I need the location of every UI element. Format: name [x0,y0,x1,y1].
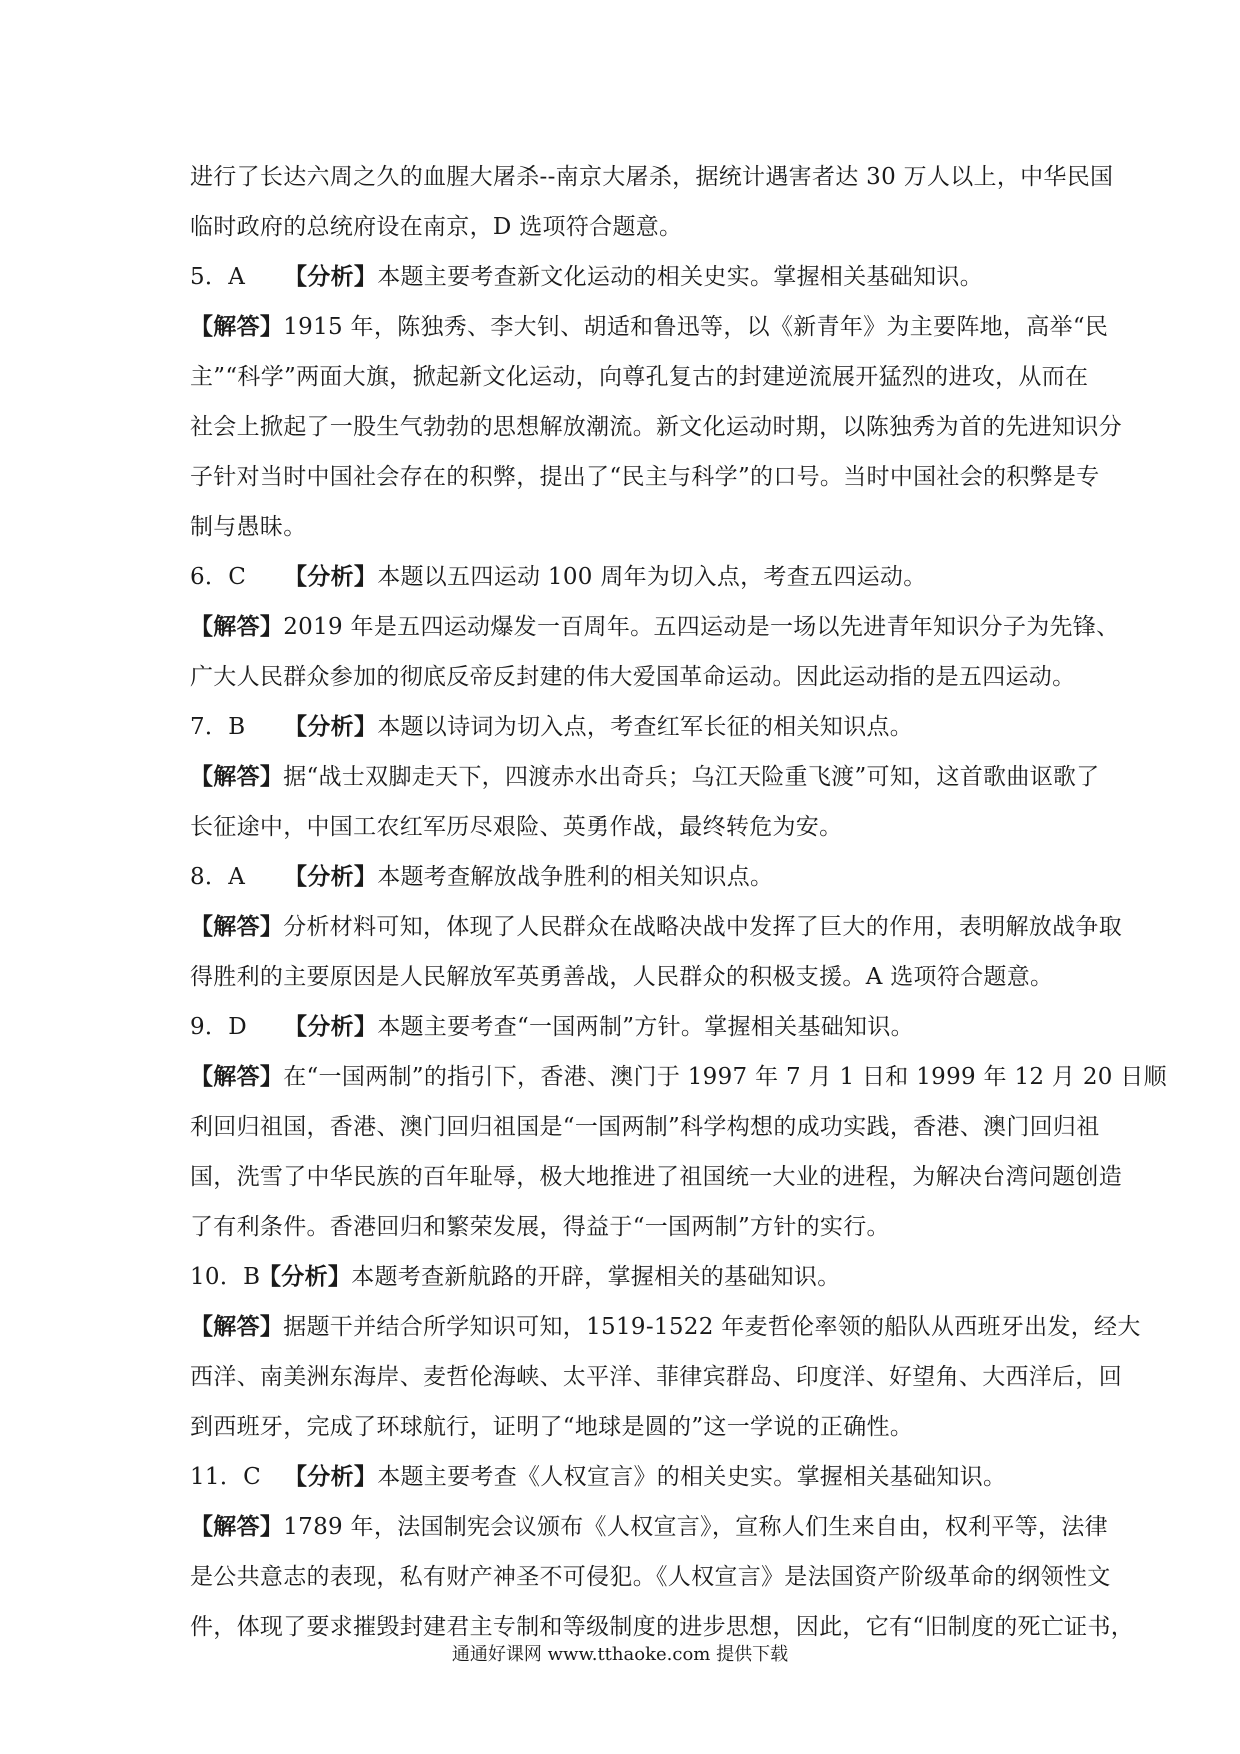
answer-line: 长征途中，中国工农红军历尽艰险、英勇作战，最终转危为安。 [190,814,843,840]
question-number: 9．D [190,1014,247,1040]
answer-line [190,752,1100,802]
answer-text: 2019 年是五四运动爆发一百周年。五四运动是一场以先进青年知识分子为先锋、 [283,614,1120,640]
answer-line: 制与愚昧。 [190,514,307,540]
question-number: 10．B [190,1264,261,1290]
answer-line [190,602,1120,652]
answer-tag: 【解答】 [190,1513,284,1540]
answer-line: 了有利条件。香港回归和繁荣发展，得益于“一国两制”方针的实行。 [190,1214,890,1240]
answer-text: 在“一国两制”的指引下，香港、澳门于 1997 年 7 月 1 日和 1999 年 12 月 20 日顺 [283,1064,1167,1090]
question-header [190,252,1060,302]
answer-line: 子针对当时中国社会存在的积弊，提出了“民主与科学”的口号。当时中国社会的积弊是专 [190,464,1100,490]
analysis-text: 本题主要考查新文化运动的相关史实。掌握相关基础知识。 [377,264,984,290]
question-number: 7．B [190,714,246,740]
analysis-tag: 【分析】 [284,863,378,890]
question-header [190,1252,1060,1302]
answer-text: 分析材料可知，体现了人民群众在战略决战中发挥了巨大的作用，表明解放战争取 [283,914,1123,940]
answer-line [190,302,1109,352]
question-number: 8．A [190,864,246,890]
analysis-text: 本题考查解放战争胜利的相关知识点。 [377,864,774,890]
answer-line [190,1502,1108,1552]
analysis-text: 本题考查新航路的开辟，掌握相关的基础知识。 [351,1264,841,1290]
document-body [190,152,1167,1652]
continuation-line: 临时政府的总统府设在南京，D 选项符合题意。 [190,214,683,240]
answer-tag: 【解答】 [190,613,284,640]
answer-line: 广大人民群众参加的彻底反帝反封建的伟大爱国革命运动。因此运动指的是五四运动。 [190,664,1076,690]
question-header [190,1452,1060,1502]
question-header [190,552,1060,602]
answer-text: 据题干并结合所学知识可知，1519-1522 年麦哲伦率领的船队从西班牙出发，经大 [283,1314,1141,1340]
answer-line [190,1052,1167,1102]
question-number: 11．C [190,1464,262,1490]
answer-line: 主”“科学”两面大旗，掀起新文化运动，向尊孔复古的封建逆流展开猛烈的进攻，从而在 [190,364,1089,390]
answer-tag: 【解答】 [190,913,284,940]
question-number: 6．C [190,564,247,590]
answer-tag: 【解答】 [190,1063,284,1090]
answer-line: 西洋、南美洲东海岸、麦哲伦海峡、太平洋、菲律宾群岛、印度洋、好望角、大西洋后，回 [190,1364,1122,1390]
question-header [190,702,1060,752]
answer-line: 国，洗雪了中华民族的百年耻辱，极大地推进了祖国统一大业的进程，为解决台湾问题创造 [190,1164,1122,1190]
answer-line: 是公共意志的表现，私有财产神圣不可侵犯。《人权宣言》是法国资产阶级革命的纲领性文 [190,1564,1111,1590]
answer-text: 据“战士双脚走天下，四渡赤水出奇兵；乌江天险重飞渡”可知，这首歌曲讴歌了 [283,764,1100,790]
answer-line: 社会上掀起了一股生气勃勃的思想解放潮流。新文化运动时期，以陈独秀为首的先进知识分 [190,414,1122,440]
answer-line: 得胜利的主要原因是人民解放军英勇善战，人民群众的积极支援。A 选项符合题意。 [190,964,1054,990]
question-header [190,1002,1060,1052]
answer-text: 1915 年，陈独秀、李大钊、胡适和鲁迅等，以《新青年》为主要阵地，高举“民 [283,314,1109,340]
answer-line: 到西班牙，完成了环球航行，证明了“地球是圆的”这一学说的正确性。 [190,1414,914,1440]
question-header [190,852,1060,902]
analysis-text: 本题以五四运动 100 周年为切入点，考查五四运动。 [377,564,927,590]
analysis-tag: 【分析】 [284,263,378,290]
answer-text: 1789 年，法国制宪会议颁布《人权宣言》，宣称人们生来自由，权利平等，法律 [283,1514,1108,1540]
analysis-tag: 【分析】 [284,563,378,590]
answer-line: 件，体现了要求摧毁封建君主专制和等级制度的进步思想，因此，它有“旧制度的死亡证书， [190,1614,1135,1640]
analysis-tag: 【分析】 [284,1013,378,1040]
continuation-line: 进行了长达六周之久的血腥大屠杀--南京大屠杀，据统计遇害者达 30 万人以上，中华民国 [190,164,1114,190]
answer-line [190,902,1123,952]
analysis-text: 本题主要考查《人权宣言》的相关史实。掌握相关基础知识。 [377,1464,1007,1490]
answer-tag: 【解答】 [190,1313,284,1340]
analysis-tag: 【分析】 [284,1463,378,1490]
analysis-text: 本题主要考查“一国两制”方针。掌握相关基础知识。 [377,1014,914,1040]
answer-tag: 【解答】 [190,313,284,340]
page-footer: 通通好课网 www.tthaoke.com 提供下载 [451,1644,789,1665]
analysis-text: 本题以诗词为切入点，考查红军长征的相关知识点。 [377,714,914,740]
analysis-tag: 【分析】 [258,1263,352,1290]
analysis-tag: 【分析】 [284,713,378,740]
question-number: 5．A [190,264,246,290]
answer-line [190,1302,1141,1352]
answer-line: 利回归祖国，香港、澳门回归祖国是“一国两制”科学构想的成功实践，香港、澳门回归祖 [190,1114,1100,1140]
answer-tag: 【解答】 [190,763,284,790]
